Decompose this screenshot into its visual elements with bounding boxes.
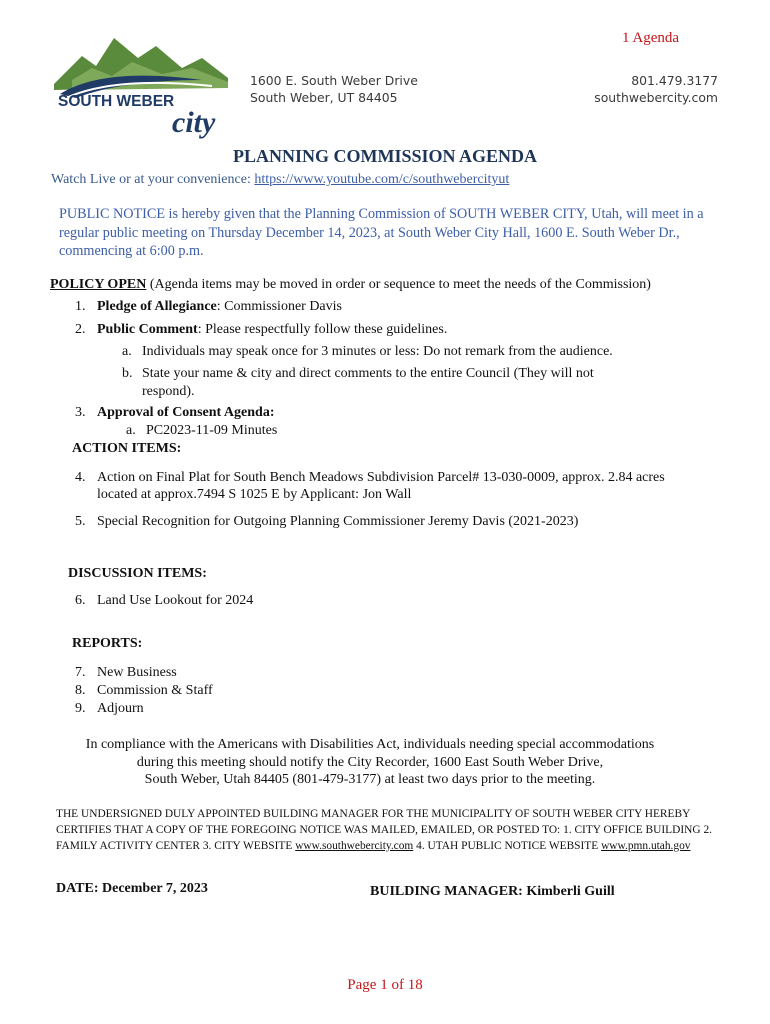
agenda-subitem-2b-cont: respond).	[142, 384, 195, 399]
agenda-item-label: 1 Agenda	[622, 30, 680, 46]
logo-text: SOUTH WEBER	[58, 93, 175, 110]
policy-label: POLICY OPEN	[50, 277, 147, 292]
policy-text: (Agenda items may be moved in order or sequence to meet the needs of the Commission)	[146, 277, 651, 292]
agenda-item-2: 2. Public Comment: Please respectfully follow these guidelines.	[75, 322, 448, 337]
agenda-item-9: 9. Adjourn	[75, 701, 144, 716]
ada-notice: In compliance with the Americans with Disabilities Act, individuals needing special accommodations during this meeting should notify the City Recorder, 1600 East South Weber Drive, South Weber, Utah 84405 (801-479-3177) at least two days prior to the meeting.	[85, 737, 655, 787]
watch-live-line	[51, 172, 509, 188]
agenda-item-3: 3. Approval of Consent Agenda:	[75, 405, 275, 420]
action-items-heading: ACTION ITEMS:	[72, 441, 182, 456]
city-website-link[interactable]: www.southwebercity.com	[295, 839, 414, 852]
logo-script-text: city	[172, 106, 216, 139]
agenda-subitem-2a: a. Individuals may speak once for 3 minutes or less: Do not remark from the audience.	[122, 344, 613, 359]
certification-notice: THE UNDERSIGNED DULY APPOINTED BUILDING MANAGER FOR THE MUNICIPALITY OF SOUTH WEBER CITY HEREBY CERTIFIES THAT A COPY OF THE FOREGOING NOTICE WAS MAILED, EMAILED, OR POSTED TO: 1. CITY OFFICE BUILDING 2. FAMILY ACTIVITY CENTER 3. CITY WEBSITE www.southwebercity.com 4. UTAH PUBLIC NOTICE WEBSITE www.pmn.utah.gov	[56, 808, 712, 852]
address-citystate: South Weber, UT 84405	[250, 90, 398, 105]
agenda-item-4-cont: located at approx.7494 S 1025 E by Applicant: Jon Wall	[97, 487, 412, 502]
public-notice: PUBLIC NOTICE is hereby given that the Planning Commission of SOUTH WEBER CITY, Utah, will meet in a regular public meeting on Thursday December 14, 2023, at South Weber City Hall, 1600 E. South Weber Dr., commencing at 6:00 p.m.	[59, 206, 704, 260]
contact-website: southwebercity.com	[594, 90, 718, 105]
agenda-item-6: 6. Land Use Lookout for 2024	[75, 593, 254, 608]
youtube-link[interactable]: https://www.youtube.com/c/southwebercityut	[254, 172, 510, 187]
contact-block	[594, 72, 718, 106]
pmn-website-link[interactable]: www.pmn.utah.gov	[601, 839, 691, 852]
watch-prefix: Watch Live or at your convenience:	[51, 172, 255, 187]
discussion-items-heading: DISCUSSION ITEMS:	[68, 566, 207, 581]
agenda-subitem-2b: b. State your name & city and direct comments to the entire Council (They will not	[122, 366, 594, 381]
contact-phone: 801.479.3177	[631, 73, 718, 88]
mountain-logo-icon	[52, 28, 230, 140]
date-line: DATE: December 7, 2023	[56, 881, 208, 896]
agenda-item-1: 1. Pledge of Allegiance: Commissioner Davis	[75, 299, 342, 314]
page-number: Page 1 of 18	[347, 977, 423, 993]
policy-line	[50, 276, 651, 294]
city-logo	[52, 28, 230, 140]
address-street: 1600 E. South Weber Drive	[250, 73, 418, 88]
agenda-item-5: 5. Special Recognition for Outgoing Planning Commissioner Jeremy Davis (2021-2023)	[75, 514, 579, 529]
agenda-item-4: 4. Action on Final Plat for South Bench Meadows Subdivision Parcel# 13-030-0009, approx. 2.84 acres	[75, 470, 665, 485]
page-title: PLANNING COMMISSION AGENDA	[232, 146, 538, 166]
reports-heading: REPORTS:	[72, 636, 143, 651]
agenda-item-8: 8. Commission & Staff	[75, 683, 213, 698]
agenda-subitem-3a: a. PC2023-11-09 Minutes	[126, 423, 278, 438]
building-manager-line: BUILDING MANAGER: Kimberli Guill	[370, 884, 615, 899]
agenda-item-7: 7. New Business	[75, 665, 177, 680]
address-block	[250, 72, 418, 106]
